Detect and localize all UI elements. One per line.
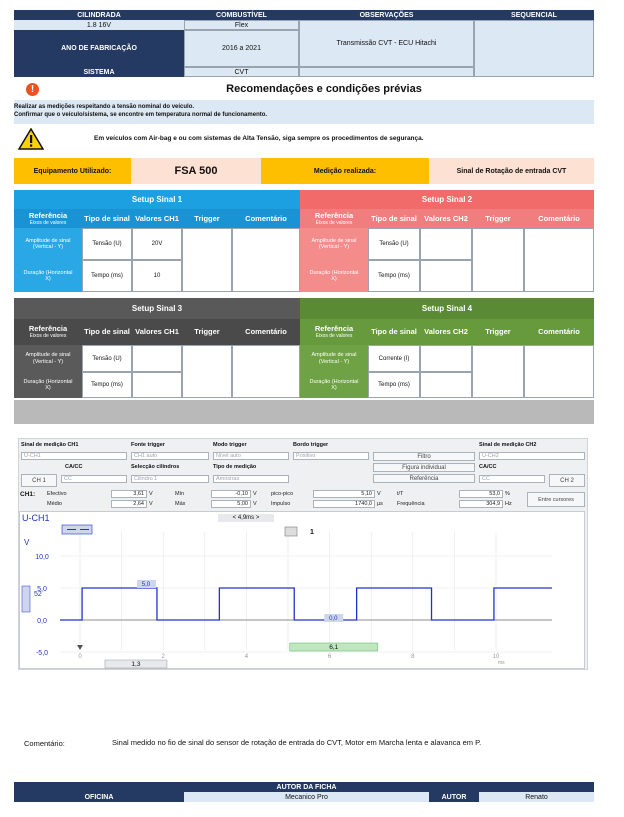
freq-value: 304,9 [459, 500, 503, 508]
s3-tipo-header: Tipo de sinal [82, 319, 132, 345]
s3-amp-valor [132, 345, 182, 372]
s3-comentario-cell [232, 345, 300, 398]
setup-1-2 [14, 190, 594, 293]
s4-trigger-header: Trigger [472, 319, 524, 345]
modo-trigger-label: Modo trigger [213, 442, 247, 448]
medicao-label: Medição realizada: [261, 158, 429, 184]
medio-value: 2,64 [111, 500, 147, 508]
fonte-trigger-select[interactable]: CH1 auto [131, 452, 209, 460]
s2-dur-valor [420, 260, 472, 292]
pico-label: pico-pico [271, 491, 294, 497]
cacc2-label: CA/CC [479, 464, 497, 470]
comment-text: Sinal medido no fio de sinal do sensor de rotação de entrada do CVT, Motor em Marcha lenta e alavanca em P. [112, 738, 482, 747]
x-tick-label: 4 [244, 654, 249, 660]
s1-dur-valor: 10 [132, 260, 182, 292]
s2-ref-header: Referência Eixos de valores [300, 209, 368, 228]
freq-unit: Hz [505, 501, 512, 507]
recommendations-title: Recomendações e condições prévias [226, 83, 422, 95]
max-value: 5,00 [211, 500, 251, 508]
medio-label: Médio [47, 501, 62, 507]
signal-trace [60, 588, 552, 620]
s3-amp-tipo: Tensão (U) [82, 345, 132, 372]
warning-text: Em veículos com Air-bag e ou com sistemas de Alta Tensão, siga sempre os procedimentos de segurança. [94, 135, 424, 142]
s3-trigger-cell [182, 345, 232, 398]
s2-amp-valor [420, 228, 472, 260]
warning-row [14, 128, 594, 152]
recommendations-box [14, 100, 594, 124]
autor-label: AUTOR [429, 792, 479, 802]
y-cursor-icon [22, 586, 30, 612]
pico-value: 5,10 [313, 490, 375, 498]
s4-trigger-cell [472, 345, 524, 398]
ano-label: ANO DE FABRICAÇÃO [14, 30, 184, 67]
min-label: Mín [175, 491, 185, 497]
y-cursor-value: 52 [34, 591, 42, 598]
max-label: Máx [175, 501, 186, 507]
y-tick-label: 0,0 [37, 618, 47, 625]
max-unit: V [253, 501, 257, 507]
entre-cursores-button[interactable]: Entre cursores [527, 492, 585, 507]
info-icon: ! [26, 83, 39, 96]
combustivel-label: COMBUSTÍVEL [184, 10, 299, 20]
s1-dur-ref: Duração (Horizontal X) [14, 260, 82, 292]
s4-amp-tipo: Corrente (I) [368, 345, 420, 372]
efectivo-value: 3,61 [111, 490, 147, 498]
ch2-button[interactable]: CH 2 [549, 474, 585, 487]
sinal-ch1-select[interactable]: U-CH1 [21, 452, 127, 460]
cursor-right-value: 6,1 [329, 644, 339, 651]
fonte-trigger-label: Fonte trigger [131, 442, 165, 448]
referencia-button[interactable]: Referência [373, 474, 475, 483]
oficina-label: OFICINA [14, 792, 184, 802]
s2-dur-ref: Duração (Horizontal X) [300, 260, 368, 292]
setup-4-title: Setup Sinal 4 [300, 298, 594, 319]
medio-unit: V [149, 501, 153, 507]
sistema-label: SISTEMA [14, 67, 184, 77]
recommendation-line-2: Confirmar que o veículo/sistema, se encontre em temperatura normal de funcionamento. [14, 112, 268, 118]
x-unit-label: ms [498, 660, 505, 666]
bordo-trigger-select[interactable]: Positivo [293, 452, 369, 460]
cilindrada-label: CILINDRADA [14, 10, 184, 20]
trigger-edge-icon [285, 527, 297, 536]
setup-3-4 [14, 298, 594, 399]
x-tick-label: 2 [161, 654, 165, 660]
s1-amp-ref: Amplitude de sinal (Vertical - Y) [14, 228, 82, 260]
comment-row [14, 707, 594, 777]
sinal-ch1-label: Sinal de medição CH1 [21, 442, 79, 448]
s2-tipo-header: Tipo de sinal [368, 209, 420, 228]
medicao-value: Sinal de Rotação de entrada CVT [429, 158, 594, 184]
s4-amp-ref: Amplitude de sinal (Vertical - Y) [300, 345, 368, 372]
s4-comentario-cell [524, 345, 594, 398]
s2-trigger-header: Trigger [472, 209, 524, 228]
s2-comentario-cell [524, 228, 594, 292]
recommendation-line-1: Realizar as medições respeitando a tensão nominal do veículo. [14, 104, 195, 110]
recommendations-title-row [14, 80, 594, 100]
tipo-medicao-label: Tipo de medição [213, 464, 257, 470]
combustivel-value: Flex [184, 20, 299, 30]
s3-trigger-header: Trigger [182, 319, 232, 345]
s1-ref-header: Referência Eixos de valores [14, 209, 82, 228]
s4-dur-ref: Duração (Horizontal X) [300, 372, 368, 398]
s3-amp-ref: Amplitude de sinal (Vertical - Y) [14, 345, 82, 372]
s1-tipo-header: Tipo de sinal [82, 209, 132, 228]
s2-amp-ref: Amplitude de sinal (Vertical - Y) [300, 228, 368, 260]
setup-3-title: Setup Sinal 3 [14, 298, 300, 319]
sinal-ch2-label: Sinal de medição CH2 [479, 442, 537, 448]
ano-value: 2016 a 2021 [184, 30, 299, 67]
sistema-empty [299, 67, 474, 77]
s4-comentario-header: Comentário [524, 319, 594, 345]
s4-dur-valor [420, 372, 472, 398]
tt-value: 53,0 [459, 490, 503, 498]
observacoes-label: OBSERVAÇÕES [299, 10, 474, 20]
observacoes-value: Transmissão CVT - ECU Hitachi [299, 20, 474, 67]
s1-amp-valor: 20V [132, 228, 182, 260]
autor-ficha-label: AUTOR DA FICHA [184, 782, 429, 792]
setup-1-title: Setup Sinal 1 [14, 190, 300, 209]
freq-label: Frequência [397, 501, 425, 507]
cacc-label: CA/CC [65, 464, 83, 470]
x-tick-label: 0 [78, 654, 82, 660]
trigger-channel-marker: 1 [310, 529, 314, 536]
efectivo-label: Efectivo [47, 491, 67, 497]
ch1-measure-label: CH1: [20, 491, 36, 498]
s1-valores-header: Valores CH1 [132, 209, 182, 228]
oscilloscope-panel [18, 438, 588, 670]
bordo-trigger-label: Bordo trigger [293, 442, 329, 448]
impulso-label: Impulso [271, 501, 291, 507]
footer-left-top [14, 782, 184, 792]
s1-comentario-cell [232, 228, 300, 292]
cursor-left-arrow [77, 645, 83, 650]
s2-amp-tipo: Tensão (U) [368, 228, 420, 260]
sequencial-label: SEQUENCIAL [474, 10, 594, 20]
tt-unit: % [505, 491, 510, 497]
equipment-label: Equipamento Utilizado: [14, 158, 131, 184]
s3-comentario-header: Comentário [232, 319, 300, 345]
s3-valores-header: Valores CH1 [132, 319, 182, 345]
y-tick-label: -5,0 [35, 650, 49, 657]
s4-valores-header: Valores CH2 [420, 319, 472, 345]
x-tick-label: 10 [492, 654, 500, 660]
s4-ref-header: Referência Eixos de valores [300, 319, 368, 345]
ch1-button[interactable]: CH 1 [21, 474, 57, 487]
cacc-select[interactable]: CC [61, 475, 127, 483]
cacc2-select[interactable]: CC [479, 475, 545, 483]
time-div-readout: < 4,9ms > [218, 514, 274, 522]
s1-trigger-cell [182, 228, 232, 292]
min-unit: V [253, 491, 257, 497]
s1-dur-tipo: Tempo (ms) [82, 260, 132, 292]
y-tick-label: 5,0 [37, 586, 47, 593]
s3-ref-header: Referência Eixos de valores [14, 319, 82, 345]
s1-trigger-header: Trigger [182, 209, 232, 228]
header-table [14, 10, 594, 80]
s2-dur-tipo: Tempo (ms) [368, 260, 420, 292]
s3-dur-valor [132, 372, 182, 398]
s2-valores-header: Valores CH2 [420, 209, 472, 228]
figura-individual-button[interactable]: Figura individual [373, 463, 475, 472]
cursor-left-value: 1,3 [131, 661, 141, 668]
low-level-marker: 0,0 [329, 616, 338, 622]
x-tick-label: 8 [411, 654, 415, 660]
selecao-label: Selecção cilindros [131, 464, 180, 470]
oficina-value: Mecanico Pro [184, 792, 429, 802]
modo-trigger-select[interactable]: Nível auto [213, 452, 289, 460]
tipo-medicao-select[interactable]: Amostras [213, 475, 289, 483]
impulso-unit: µs [377, 501, 383, 507]
y-tick-label: 10,0 [35, 554, 49, 561]
autor-value: Renato [479, 792, 594, 802]
selecao-select[interactable]: Cilindro 1 [131, 475, 209, 483]
comment-label: Comentário: [24, 739, 65, 748]
filtro-button[interactable]: Filtro [373, 452, 475, 461]
warning-icon [18, 128, 44, 150]
separator-bar [14, 400, 594, 424]
sequencial-value [474, 20, 594, 77]
footer-right-top [429, 782, 594, 792]
s1-amp-tipo: Tensão (U) [82, 228, 132, 260]
equipment-value: FSA 500 [131, 158, 261, 184]
sinal-ch2-select[interactable]: U-CH2 [479, 452, 585, 460]
high-level-marker: 5,0 [141, 582, 151, 588]
waveform-plot [20, 512, 586, 670]
impulso-value: 1740,0 [313, 500, 375, 508]
s4-tipo-header: Tipo de sinal [368, 319, 420, 345]
pico-unit: V [377, 491, 381, 497]
s4-dur-tipo: Tempo (ms) [368, 372, 420, 398]
footer [14, 782, 594, 802]
y-unit-label: V [24, 538, 30, 547]
s1-comentario-header: Comentário [232, 209, 300, 228]
s2-comentario-header: Comentário [524, 209, 594, 228]
x-tick-label: 6 [327, 654, 332, 660]
s2-trigger-cell [472, 228, 524, 292]
cilindrada-value: 1.8 16V [14, 20, 184, 30]
s3-dur-tipo: Tempo (ms) [82, 372, 132, 398]
setup-2-title: Setup Sinal 2 [300, 190, 594, 209]
channel-label: U-CH1 [22, 513, 50, 523]
min-value: -0,10 [211, 490, 251, 498]
sistema-value: CVT [184, 67, 299, 77]
s4-amp-valor [420, 345, 472, 372]
tt-label: t/T [397, 491, 404, 497]
scope-screen[interactable] [19, 511, 585, 669]
efectivo-unit: V [149, 491, 153, 497]
equipment-row [14, 158, 594, 184]
s3-dur-ref: Duração (Horizontal X) [14, 372, 82, 398]
